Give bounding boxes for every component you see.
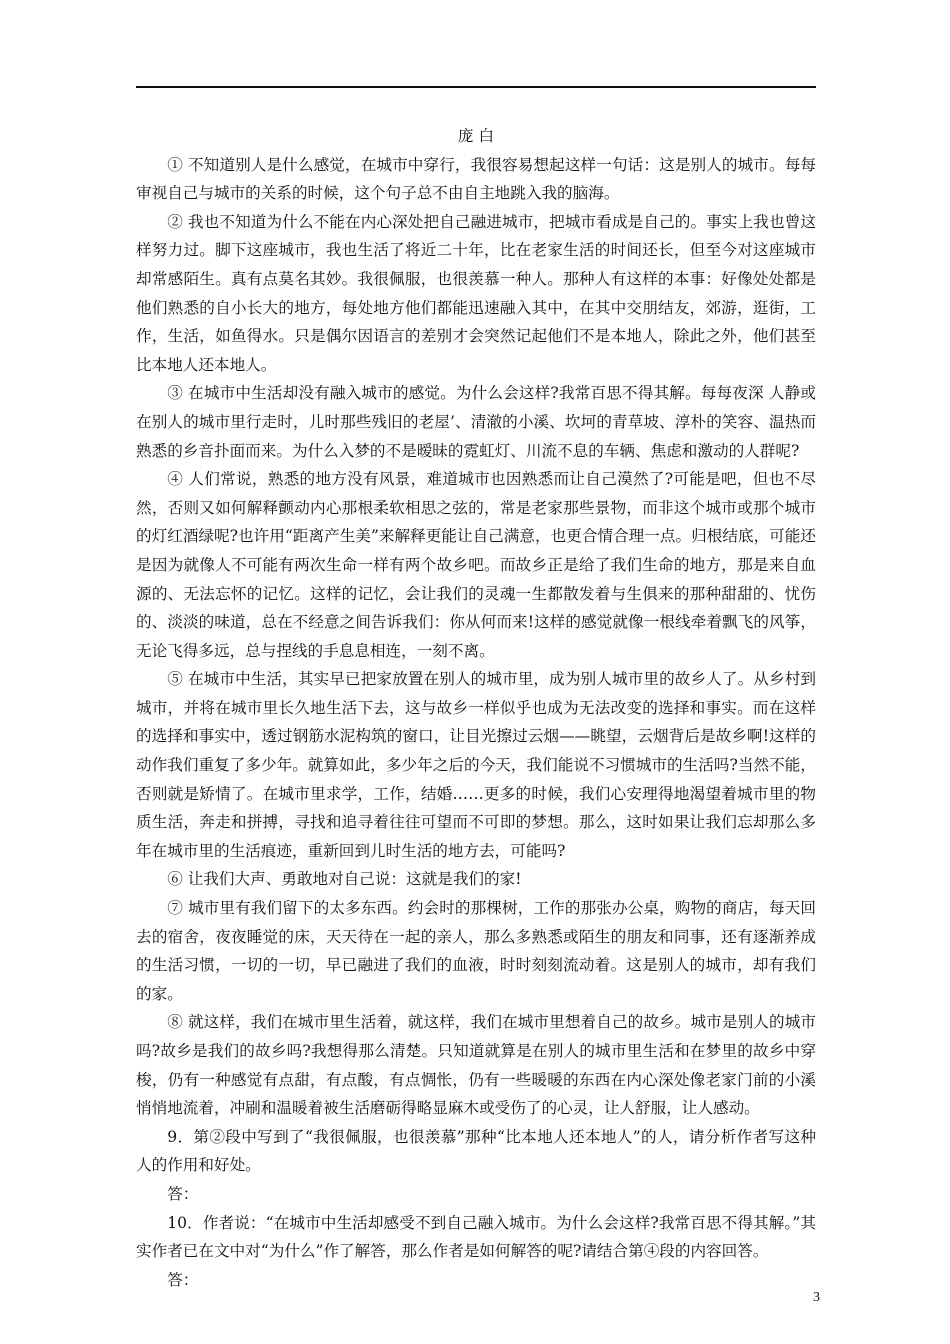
answer-label-10: 答： [167, 1270, 199, 1289]
paragraph-2: ② 我也不知道为什么不能在内心深处把自己融进城市，把城市看成是自己的。事实上我也曾这样努力过。脚下这座城市，我也生活了将近二十年，比在老家生活的时间还长，但至今对这座城市却常感陌生。真有点莫名其妙。我很佩服，也很羡慕一种人。那种人有这样的本事：好像处处都是他们熟悉的自小长大的地方，每处地方他们都能迅速融入其中，在其中交朋结友，郊游，逛街，工作，生活，如鱼得水。只是偶尔因语言的差别才会突然记起他们不是本地人，除此之外，他们甚至比本地人还本地人。 [136, 212, 816, 374]
document-body [136, 122, 816, 1294]
paragraph-8: ⑧ 就这样，我们在城市里生活着，就这样，我们在城市里想着自己的故乡。城市是别人的城市吗?故乡是我们的故乡吗?我想得那么清楚。只知道就算是在别人的城市里生活和在梦里的故乡中穿梭，仍有一种感觉有点甜，有点酸，有点惆怅，仍有一些暖暖的东西在内心深处像老家门前的小溪悄悄地流着，冲刷和温暖着被生活磨砺得略显麻木或受伤了的心灵，让人舒服，让人感动。 [136, 1013, 816, 1118]
paragraph-5: ⑤ 在城市中生活，其实早已把家放置在别人的城市里，成为别人城市里的故乡人了。从乡村到城市，并将在城市里长久地生活下去，这与故乡一样似乎也成为无法改变的选择和事实。而在这样的选择和事实中，透过钢筋水泥构筑的窗口，让目光擦过云烟——眺望，云烟背后是故乡啊!这样的动作我们重复了多少年。就算如此，多少年之后的今天，我们能说不习惯城市的生活吗?当然不能，否则就是矫情了。在城市里求学，工作，结婚……更多的时候，我们心安理得地渴望着城市里的物质生活，奔走和拼搏，寻找和追寻着往往可望而不可即的梦想。那么，这时如果让我们忘却那么多年在城市里的生活痕迹，重新回到儿时生活的地方去，可能吗? [136, 670, 816, 860]
header-rule [136, 86, 816, 88]
paragraph-6: ⑥ 让我们大声、勇敢地对自己说：这就是我们的家! [167, 870, 522, 889]
paragraph-7: ⑦ 城市里有我们留下的太多东西。约会时的那棵树，工作的那张办公桌，购物的商店，每天回去的宿舍，夜夜睡觉的床，天天待在一起的亲人，那么多熟悉或陌生的朋友和同事，还有逐渐养成的生活习惯，一切的一切，早已融进了我们的血液，时时刻刻流动着。这是别人的城市，却有我们的家。 [136, 899, 816, 1003]
author-name: 庞 白 [457, 127, 495, 145]
question-9: 9．第②段中写到了“我很佩服，也很羡慕”那种“比本地人还本地人”的人，请分析作者写这种人的作用和好处。 [136, 1127, 816, 1175]
paragraph-4: ④ 人们常说，熟悉的地方没有风景，难道城市也因熟悉而让自己漠然了?可能是吧，但也不尽然，否则又如何解释颤动内心那根柔软相思之弦的，常是老家那些景物，而非这个城市或那个城市的灯红酒绿呢?也许用“距离产生美”来解释更能让自己满意，也更合情合理一点。归根结底，可能还是因为就像人不可能有两次生命一样有两个故乡吧。而故乡正是给了我们生命的地方，那是来自血源的、无法忘怀的记忆。这样的记忆，会让我们的灵魂一生都散发着与生俱来的那种甜甜的、忧伤的、淡淡的味道，总在不经意之间告诉我们：你从何而来!这样的感觉就像一根线牵着飘飞的风筝，无论飞得多远，总与捏线的手息息相连，一刻不离。 [136, 470, 816, 660]
answer-label-9: 答： [167, 1184, 199, 1203]
paragraph-3: ③ 在城市中生活却没有融入城市的感觉。为什么会这样?我常百思不得其解。每每夜深 人静或在别人的城市里行走时，儿时那些残旧的老屋’、清澈的小溪、坎坷的青草坡、淳朴的笑容、温热而熟悉的乡音扑面而来。为什么入梦的不是暧昧的霓虹灯、川流不息的车辆、焦虑和激动的人群呢? [136, 384, 816, 460]
page-number: 3 [813, 1290, 820, 1305]
question-10: 10．作者说：“在城市中生活却感受不到自己融入城市。为什么会这样?我常百思不得其解。”其实作者已在文中对“为什么”作了解答，那么作者是如何解答的呢?请结合第④段的内容回答。 [136, 1213, 816, 1261]
paragraph-1: ① 不知道别人是什么感觉，在城市中穿行，我很容易想起这样一句话：这是别人的城市。每每审视自己与城市的关系的时候，这个句子总不由自主地跳入我的脑海。 [136, 155, 816, 203]
